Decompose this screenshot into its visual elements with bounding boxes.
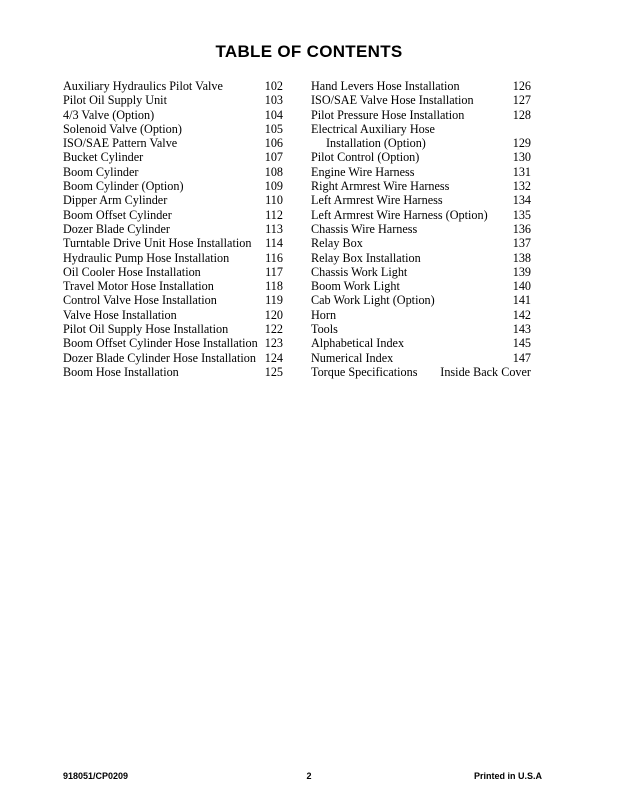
toc-entry-title: Numerical Index xyxy=(311,350,394,365)
toc-entry[interactable] xyxy=(311,108,531,122)
toc-entry-title: Left Armrest Wire Harness xyxy=(311,193,443,208)
toc-entry[interactable] xyxy=(63,308,283,322)
toc-entry-title: Left Armrest Wire Harness (Option) xyxy=(311,207,488,222)
toc-entry[interactable] xyxy=(63,336,283,350)
toc-entry[interactable] xyxy=(311,93,531,107)
toc-entry-page: 127 xyxy=(512,93,531,108)
toc-entry[interactable] xyxy=(63,179,283,193)
toc-entry-page: 107 xyxy=(264,150,283,165)
footer-printed-in: Printed in U.S.A xyxy=(473,771,542,781)
toc-entry-page: 109 xyxy=(264,179,283,194)
toc-entry-title: Pilot Pressure Hose Installation xyxy=(311,107,465,122)
toc-entry-page: 147 xyxy=(512,350,531,365)
toc-entry[interactable] xyxy=(63,293,283,307)
toc-entry-title: Pilot Oil Supply Hose Installation xyxy=(63,322,229,337)
toc-entry-title: Hydraulic Pump Hose Installation xyxy=(63,250,230,265)
toc-entry-page: 122 xyxy=(264,322,283,337)
toc-entry-title: Boom Work Light xyxy=(311,279,400,294)
toc-entry[interactable] xyxy=(311,208,531,222)
toc-entry-page: 119 xyxy=(265,293,283,308)
toc-entry-title: Horn xyxy=(311,307,337,322)
toc-entry-page: 130 xyxy=(512,150,531,165)
toc-entry-page: 108 xyxy=(264,164,283,179)
toc-entry-page: 135 xyxy=(512,207,531,222)
toc-entry-title: Boom Cylinder (Option) xyxy=(63,179,184,194)
toc-entry-page: 114 xyxy=(265,236,283,251)
toc-entry-page: 124 xyxy=(264,350,283,365)
toc-entry-title: Torque Specifications xyxy=(311,364,418,379)
toc-entry-page: 125 xyxy=(264,364,283,379)
toc-entry-page: 104 xyxy=(264,107,283,122)
toc-entry[interactable] xyxy=(311,165,531,179)
toc-entry[interactable] xyxy=(311,236,531,250)
toc-entry-title: Boom Offset Cylinder xyxy=(63,207,172,222)
toc-entry-title: Engine Wire Harness xyxy=(311,164,415,179)
toc-entry-page: 141 xyxy=(512,293,531,308)
toc-entry-page: 129 xyxy=(512,136,531,151)
toc-entry-title: ISO/SAE Pattern Valve xyxy=(63,136,178,151)
toc-entry[interactable] xyxy=(63,79,283,93)
toc-entry-title: Boom Cylinder xyxy=(63,164,139,179)
toc-right-column xyxy=(311,79,531,379)
toc-entry[interactable] xyxy=(63,365,283,379)
toc-entry-page: 103 xyxy=(264,93,283,108)
toc-entry[interactable] xyxy=(63,322,283,336)
toc-entry-page: 106 xyxy=(264,136,283,151)
toc-entry-page: 120 xyxy=(264,307,283,322)
toc-entry-title: Auxiliary Hydraulics Pilot Valve xyxy=(63,79,223,93)
toc-entry[interactable] xyxy=(311,336,531,350)
toc-entry-title: Turntable Drive Unit Hose Installation xyxy=(63,236,252,251)
toc-entry-page: 113 xyxy=(265,221,283,236)
toc-entry-title: Right Armrest Wire Harness xyxy=(311,179,450,194)
toc-entry-title: Hand Levers Hose Installation xyxy=(311,79,460,93)
toc-entry-title: Alphabetical Index xyxy=(311,336,405,351)
toc-entry-page: 102 xyxy=(264,79,283,93)
toc-entry-title: Travel Motor Hose Installation xyxy=(63,279,214,294)
toc-entry-title: Pilot Control (Option) xyxy=(311,150,420,165)
toc-entry-title: Tools xyxy=(311,322,338,337)
page-title: TABLE OF CONTENTS xyxy=(215,42,403,61)
toc-entry-page: 132 xyxy=(512,179,531,194)
toc-entry-page: 116 xyxy=(265,250,283,265)
toc-entry-title: Relay Box Installation xyxy=(311,250,421,265)
toc-left-column xyxy=(63,79,283,379)
toc-entry[interactable] xyxy=(311,365,531,379)
toc-entry[interactable] xyxy=(63,150,283,164)
toc-entry[interactable] xyxy=(63,108,283,122)
toc-entry[interactable] xyxy=(63,193,283,207)
toc-entry-page: 134 xyxy=(512,193,531,208)
toc-entry[interactable] xyxy=(63,236,283,250)
toc-entry[interactable] xyxy=(63,122,283,136)
toc-entry-page: 126 xyxy=(512,79,531,93)
toc-entry-page: 143 xyxy=(512,322,531,337)
toc-entry-page: 136 xyxy=(512,221,531,236)
toc-entry-page: 145 xyxy=(512,336,531,351)
toc-entry[interactable] xyxy=(311,351,531,365)
toc-entry[interactable] xyxy=(311,293,531,307)
toc-entry-title: Dozer Blade Cylinder xyxy=(63,221,170,236)
toc-entry[interactable] xyxy=(63,265,283,279)
toc-entry-title: ISO/SAE Valve Hose Installation xyxy=(311,93,474,108)
toc-entry-title: Electrical Auxiliary Hose xyxy=(311,121,435,136)
toc-entry[interactable] xyxy=(63,136,283,150)
toc-entry-title: 4/3 Valve (Option) xyxy=(63,107,155,122)
toc-entry[interactable] xyxy=(311,136,531,150)
toc-entry-title: Dozer Blade Cylinder Hose Installation xyxy=(63,350,256,365)
toc-entry-title: Installation (Option) xyxy=(326,136,426,151)
toc-entry[interactable] xyxy=(311,222,531,236)
footer-document-number: 918051/CP0209 xyxy=(63,771,129,781)
toc-entry-title: Cab Work Light (Option) xyxy=(311,293,435,308)
toc-entry-title: Chassis Work Light xyxy=(311,264,408,279)
toc-entry[interactable] xyxy=(311,251,531,265)
toc-entry-title: Control Valve Hose Installation xyxy=(63,293,217,308)
toc-entry[interactable] xyxy=(311,122,531,136)
toc-entry-page: 131 xyxy=(512,164,531,179)
toc-entry-title: Dipper Arm Cylinder xyxy=(63,193,168,208)
toc-entry[interactable] xyxy=(63,208,283,222)
toc-entry[interactable] xyxy=(311,322,531,336)
toc-entry-page: 137 xyxy=(512,236,531,251)
toc-entry[interactable] xyxy=(63,93,283,107)
toc-entry[interactable] xyxy=(311,79,531,93)
toc-entry-page: 110 xyxy=(265,193,283,208)
toc-entry-title: Valve Hose Installation xyxy=(63,307,177,322)
footer-page-number: 2 xyxy=(306,771,312,781)
toc-entry-title: Relay Box xyxy=(311,236,363,251)
toc-entry-page: 128 xyxy=(512,107,531,122)
toc-entry[interactable] xyxy=(63,251,283,265)
toc-entry-title: Pilot Oil Supply Unit xyxy=(63,93,167,108)
toc-entry[interactable] xyxy=(63,279,283,293)
toc-entry[interactable] xyxy=(311,150,531,164)
toc-entry-page: Inside Back Cover xyxy=(440,364,531,379)
toc-entry-page: 112 xyxy=(265,207,283,222)
toc-entry[interactable] xyxy=(311,193,531,207)
toc-entry-page: 123 xyxy=(264,336,283,351)
toc-entry-page: 140 xyxy=(512,279,531,294)
toc-entry-title: Bucket Cylinder xyxy=(63,150,144,165)
toc-entry-page: 138 xyxy=(512,250,531,265)
toc-entry-title: Chassis Wire Harness xyxy=(311,221,418,236)
toc-entry[interactable] xyxy=(311,308,531,322)
toc-entry[interactable] xyxy=(63,222,283,236)
toc-entry-page: 117 xyxy=(265,264,283,279)
toc-entry-page: 118 xyxy=(265,279,283,294)
toc-entry-title: Boom Hose Installation xyxy=(63,364,179,379)
toc-entry-title: Oil Cooler Hose Installation xyxy=(63,264,201,279)
toc-entry[interactable] xyxy=(63,351,283,365)
toc-entry-page: 142 xyxy=(512,307,531,322)
toc-entry[interactable] xyxy=(63,165,283,179)
toc-entry-title: Solenoid Valve (Option) xyxy=(63,121,182,136)
toc-entry-page: 105 xyxy=(264,121,283,136)
toc-entry[interactable] xyxy=(311,279,531,293)
toc-entry-page: 139 xyxy=(512,264,531,279)
toc-entry-title: Boom Offset Cylinder Hose Installation xyxy=(63,336,258,351)
toc-entry[interactable] xyxy=(311,179,531,193)
toc-entry[interactable] xyxy=(311,265,531,279)
